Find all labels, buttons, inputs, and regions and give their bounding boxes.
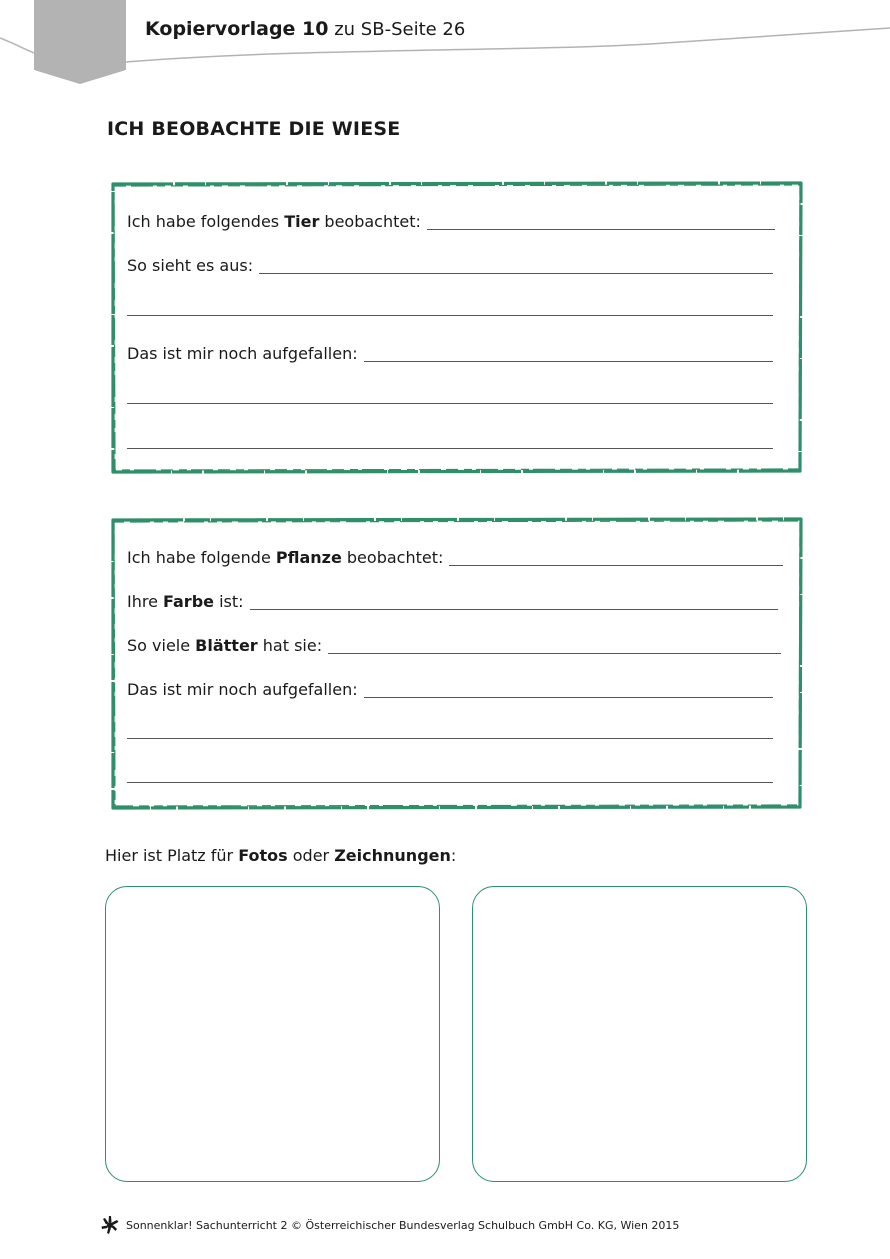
- plant-notes-line-2[interactable]: [127, 738, 773, 739]
- header-title: [145, 18, 465, 40]
- header-title-bold: Kopiervorlage 10: [145, 18, 329, 40]
- animal-name-field[interactable]: [427, 215, 775, 230]
- animal-row-1: Ich habe folgendes Tier beobachtet:: [127, 212, 775, 232]
- animal-observation-frame: [108, 180, 806, 476]
- sonnenklar-logo-icon: [100, 1215, 120, 1235]
- header-title-rest: zu SB-Seite 26: [328, 19, 466, 40]
- plant-notes-line-3[interactable]: [127, 782, 773, 783]
- plant-row-3: So viele Blätter hat sie:: [127, 636, 781, 656]
- animal-appearance-field[interactable]: [259, 259, 773, 274]
- plant-color-field[interactable]: [250, 595, 778, 610]
- plant-notes-field[interactable]: [364, 683, 773, 698]
- page-title: ICH BEOBACHTE DIE WIESE: [107, 118, 401, 140]
- footer: [100, 1215, 679, 1235]
- footer-copyright: Sonnenklar! Sachunterricht 2 © Österreichischer Bundesverlag Schulbuch GmbH Co. KG, Wien 2015: [126, 1218, 680, 1232]
- plant-row-2: Ihre Farbe ist:: [127, 592, 778, 612]
- animal-row-3: Das ist mir noch aufgefallen:: [127, 344, 773, 364]
- plant-leaves-field[interactable]: [328, 639, 781, 654]
- animal-notes-line-3[interactable]: [127, 448, 773, 449]
- animal-notes-line-2[interactable]: [127, 403, 773, 404]
- header-tab-decoration: [34, 0, 126, 84]
- photo-caption: Hier ist Platz für Fotos oder Zeichnungen:: [105, 846, 457, 865]
- plant-observation-frame: [108, 516, 806, 812]
- header-wave-decoration: [0, 0, 890, 90]
- photo-box-left[interactable]: [105, 886, 440, 1182]
- plant-row-4: Das ist mir noch aufgefallen:: [127, 680, 773, 700]
- animal-notes-field[interactable]: [364, 347, 773, 362]
- plant-name-field[interactable]: [449, 551, 783, 566]
- animal-appearance-line-2[interactable]: [127, 315, 773, 316]
- plant-row-1: Ich habe folgende Pflanze beobachtet:: [127, 548, 783, 568]
- photo-box-right[interactable]: [472, 886, 807, 1182]
- animal-row-2: So sieht es aus:: [127, 256, 773, 276]
